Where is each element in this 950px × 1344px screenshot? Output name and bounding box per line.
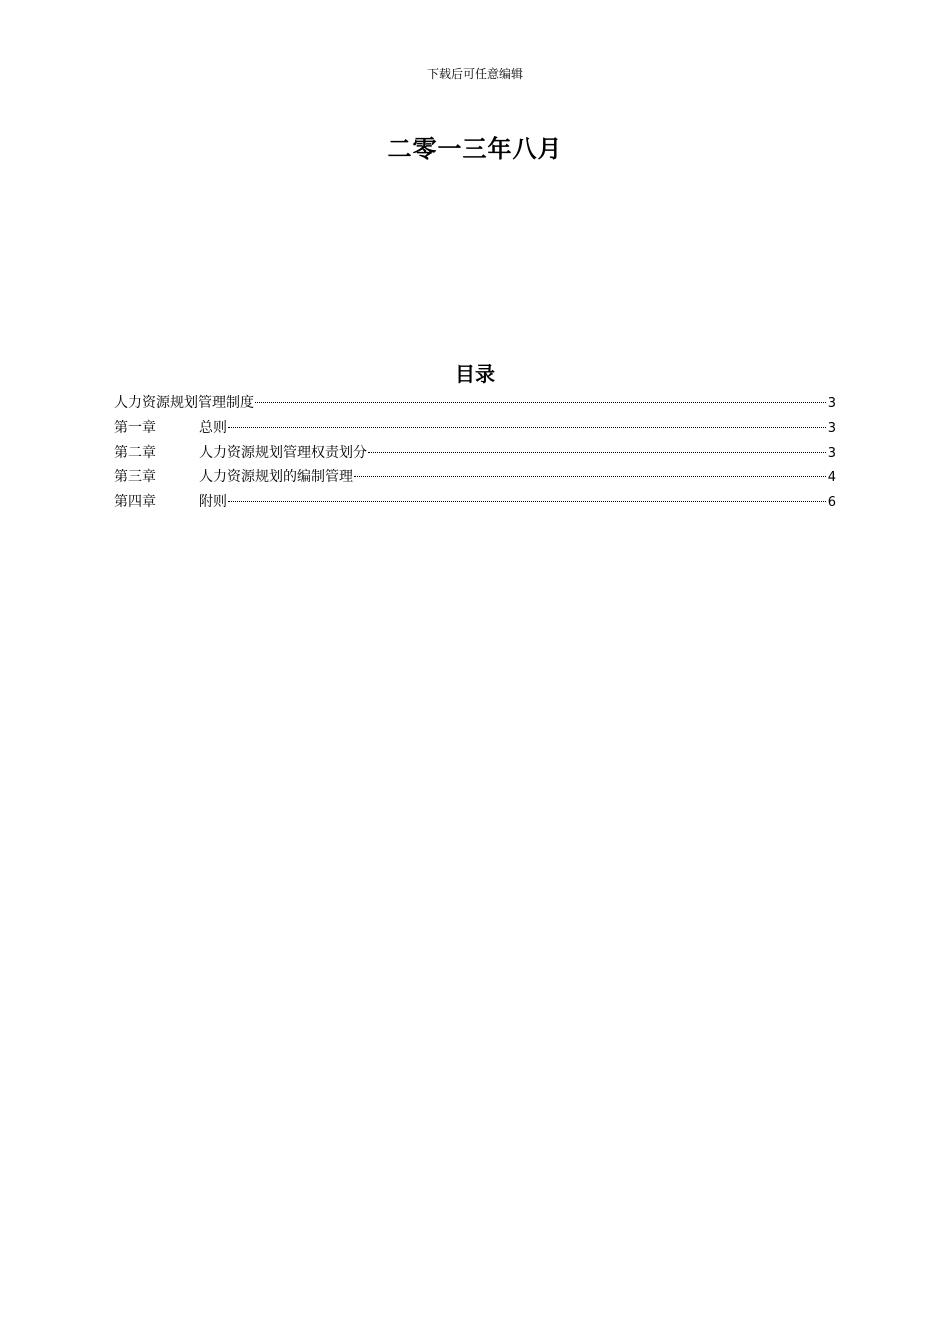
toc-leader-dots — [228, 427, 826, 428]
toc-entry-chapter: 第二章 — [114, 444, 156, 461]
toc-entry-chapter: 第三章 — [114, 469, 156, 486]
toc-entry[interactable] — [114, 416, 836, 441]
table-of-contents — [114, 391, 836, 515]
toc-entry-text: 附则 — [199, 494, 227, 510]
toc-entry[interactable] — [114, 441, 836, 466]
toc-entry-chapter: 第一章 — [114, 419, 156, 436]
toc-entry-page: 4 — [827, 470, 836, 486]
toc-entry-text: 人力资源规划的编制管理 — [199, 469, 353, 486]
toc-entry[interactable] — [114, 490, 836, 515]
toc-entry[interactable] — [114, 465, 836, 490]
toc-entry-text: 人力资源规划管理制度 — [114, 395, 254, 411]
toc-entry-page: 3 — [827, 420, 836, 436]
toc-entry-text: 总则 — [199, 419, 227, 436]
toc-leader-dots — [368, 452, 826, 453]
toc-leader-dots — [228, 501, 826, 502]
header-note: 下载后可任意编辑 — [426, 67, 523, 81]
toc-entry-page: 6 — [827, 495, 836, 510]
toc-leader-dots — [354, 476, 826, 477]
toc-entry-page: 3 — [827, 396, 836, 411]
toc-entry-text: 人力资源规划管理权责划分 — [199, 444, 367, 461]
toc-entry-page: 3 — [827, 445, 836, 461]
toc-entry[interactable] — [114, 391, 836, 416]
date-title: 二零一三年八月 — [387, 135, 563, 163]
toc-entry-chapter: 第四章 — [114, 494, 156, 510]
toc-leader-dots — [255, 402, 826, 403]
toc-title: 目录 — [455, 362, 495, 386]
